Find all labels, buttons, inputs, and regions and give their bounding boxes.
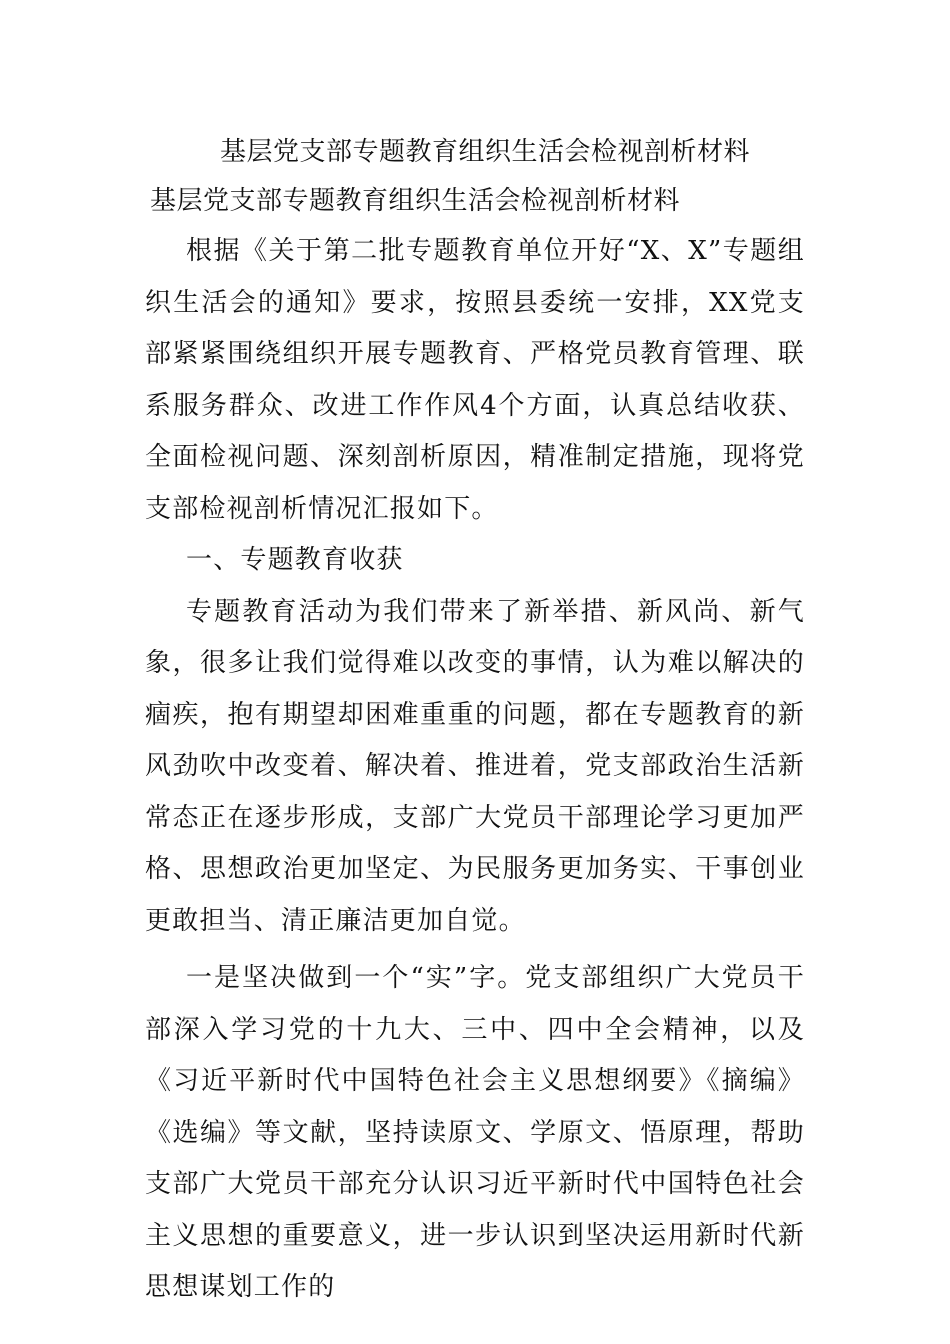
body-paragraph: 一是坚决做到一个“实”字。党支部组织广大党员干部深入学习党的十九大、三中、四中全会精神，以及《习近平新时代中国特色社会主义思想纲要》《摘编》《选编》等文献，坚持读原文、学原文、悟原理，帮助支部广大党员干部充分认识习近平新时代中国特色社会主义思想的重要意义，进一步认识到坚决运用新时代新思想谋划工作的 — [145, 963, 805, 1302]
section-heading: 一、专题教育收获 — [186, 545, 404, 575]
document-title: 基层党支部专题教育组织生活会检视剖析材料 — [220, 137, 751, 167]
intro-paragraph: 根据《关于第二批专题教育单位开好“X、X”专题组织生活会的通知》要求，按照县委统一安排，XX党支部紧紧围绕组织开展专题教育、严格党员教育管理、联系服务群众、改进工作作风4个方面，认真总结收获、全面检视问题、深刻剖析原因，精准制定措施，现将党支部检视剖析情况汇报如下。 — [145, 236, 805, 524]
body-paragraph: 专题教育活动为我们带来了新举措、新风尚、新气象，很多让我们觉得难以改变的事情，认为难以解决的痼疾，抱有期望却困难重重的问题，都在专题教育的新风劲吹中改变着、解决着、推进着，党支部政治生活新常态正在逐步形成，支部广大党员干部理论学习更加严格、思想政治更加坚定、为民服务更加务实、干事创业更敢担当、清正廉洁更加自觉。 — [145, 596, 805, 936]
document-subtitle: 基层党支部专题教育组织生活会检视剖析材料 — [150, 186, 681, 216]
document-body — [145, 226, 805, 1314]
